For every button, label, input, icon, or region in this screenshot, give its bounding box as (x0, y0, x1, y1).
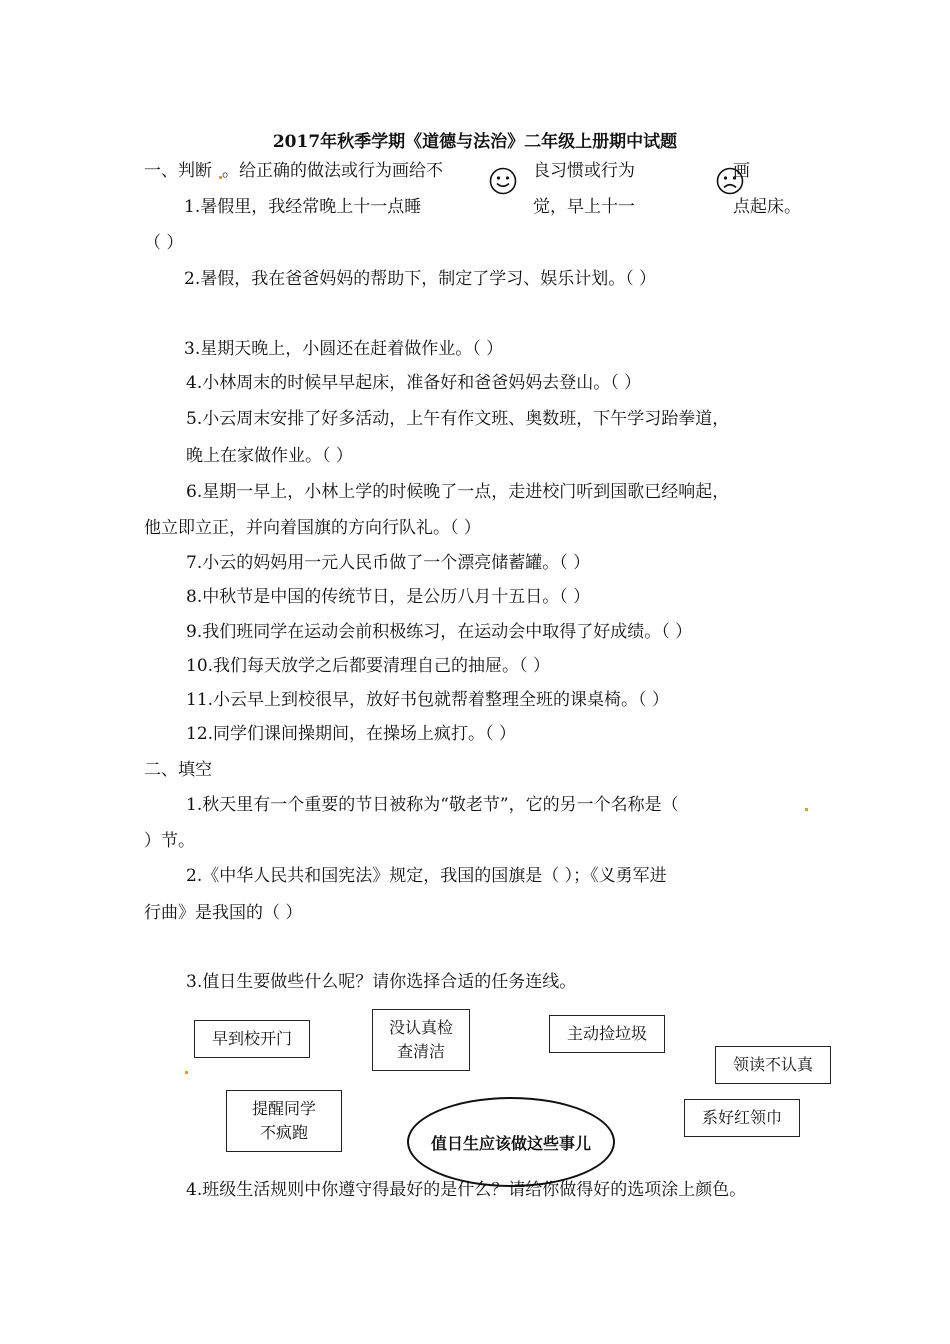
question-3: 3.星期天晚上，小圆还在赶着做作业。（ ） (184, 339, 504, 359)
question-12: 12.同学们课间操期间，在操场上疯打。（ ） (186, 724, 516, 744)
decorative-mark (805, 808, 808, 811)
question-1-answer[interactable]: （ ） (144, 233, 184, 253)
question-7: 7.小云的妈妈用一元人民币做了一个漂亮储蓄罐。（ ） (186, 553, 591, 573)
smiley-face-icon (489, 167, 517, 195)
duty-center-oval[interactable]: 值日生应该做这些事儿 (407, 1097, 615, 1187)
question-5-line-1: 5.小云周末安排了好多活动，上午有作文班、奥数班，下午学习跆拳道， (186, 409, 730, 429)
question-8: 8.中秋节是中国的传统节日，是公历八月十五日。（ ） (186, 587, 591, 607)
question-5-line-2: 晚上在家做作业。（ ） (186, 446, 353, 466)
question-10: 10.我们每天放学之后都要清理自己的抽屉。（ ） (186, 656, 550, 676)
task-box-remind-no-running[interactable]: 提醒同学 不疯跑 (226, 1090, 342, 1152)
fill-question-2-line-2: 行曲》是我国的（ ） (144, 903, 303, 923)
question-1-part-b: 觉，早上十一 (533, 197, 635, 217)
task-box-open-door[interactable]: 早到校开门 (194, 1020, 310, 1058)
question-11: 11.小云早上到校很早，放好书包就帮着整理全班的课桌椅。（ ） (186, 690, 669, 710)
question-1-part-c: 点起床。 (733, 197, 801, 217)
decorative-mark (219, 176, 222, 179)
decorative-mark (185, 1071, 188, 1074)
task-box-reading-careless[interactable]: 领读不认真 (715, 1046, 831, 1084)
section1-instruction-mid: 良习惯或行为 (533, 161, 635, 181)
fill-question-1-line-1: 1.秋天里有一个重要的节日被称为“敬老节”，它的另一个名称是（ (186, 795, 679, 815)
fill-question-3: 3.值日生要做些什么呢？请你选择合适的任务连线。 (186, 972, 577, 992)
task-box-red-scarf[interactable]: 系好红领巾 (684, 1099, 800, 1137)
section1-instruction-end: 画 (733, 161, 750, 181)
fill-question-2-line-1: 2.《中华人民共和国宪法》规定，我国的国旗是（ ）；《义勇军进 (186, 866, 667, 886)
task-box-check-cleaning[interactable]: 没认真检 查清洁 (372, 1009, 470, 1071)
question-1-part-a: 1.暑假里，我经常晚上十一点睡 (184, 197, 422, 217)
question-9: 9.我们班同学在运动会前积极练习，在运动会中取得了好成绩。（ ） (186, 622, 693, 642)
section1-instruction: 。给正确的做法或行为画给不 (222, 161, 443, 181)
task-box-pick-litter[interactable]: 主动捡垃圾 (549, 1015, 665, 1053)
section1-heading: 一、判断 (144, 161, 212, 181)
question-6-line-1: 6.星期一早上，小林上学的时候晚了一点，走进校门听到国歌已经响起， (186, 482, 730, 502)
section2-heading: 二、填空 (144, 760, 212, 780)
fill-question-1-line-2: ）节。 (144, 831, 195, 851)
fill-question-4: 4.班级生活规则中你遵守得最好的是什么？请给你做得好的选项涂上颜色。 (186, 1180, 747, 1200)
page-title: 2017年秋季学期《道德与法治》二年级上册期中试题 (272, 132, 678, 152)
question-2: 2.暑假，我在爸爸妈妈的帮助下，制定了学习、娱乐计划。（ ） (184, 269, 657, 289)
question-6-line-2: 他立即立正，并向着国旗的方向行队礼。（ ） (144, 518, 481, 538)
question-4: 4.小林周末的时候早早起床，准备好和爸爸妈妈去登山。（ ） (186, 373, 642, 393)
